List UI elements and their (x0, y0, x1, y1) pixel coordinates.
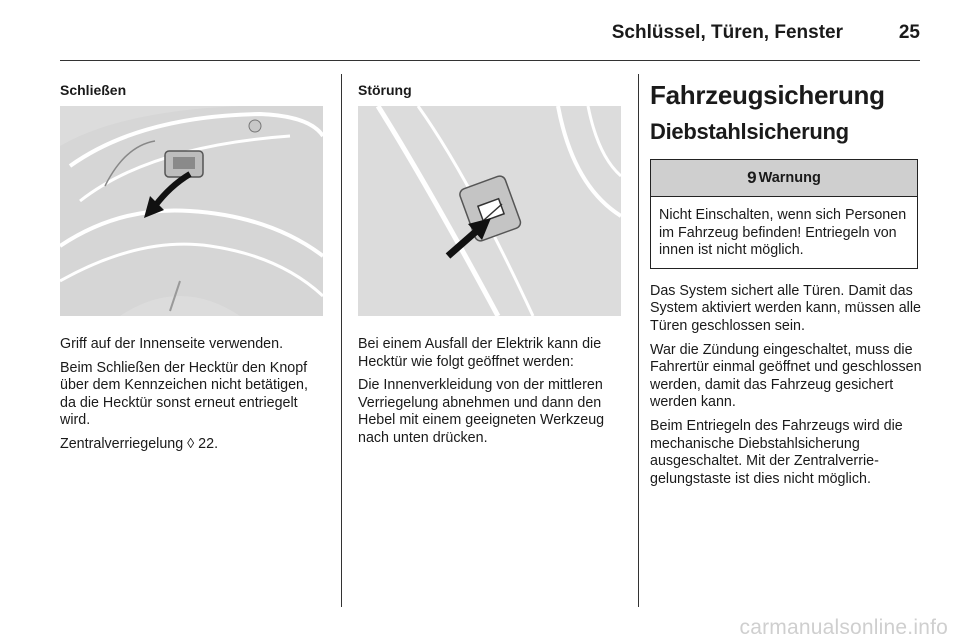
page-header-title: Schlüssel, Türen, Fenster (611, 22, 843, 43)
column-malfunction (358, 80, 624, 454)
page-number: 25 (898, 22, 920, 43)
warning-title: Warnung (758, 170, 821, 186)
heading-anti-theft: Diebstahlsicherung (650, 119, 849, 144)
header-rule (60, 60, 920, 61)
figure-tailgate-handle (60, 106, 323, 316)
heading-closing: Schließen (60, 82, 127, 98)
paragraph: Die Innenverkleidung von der mittleren Verriegelung abnehmen und dann den Hebel mit einem geeigneten Werkzeug nach unten drücken. (358, 377, 605, 446)
warning-triangle-icon: 9 (747, 168, 757, 187)
paragraph: Bei einem Ausfall der Elektrik kann die Hecktür wie folgt geöffnet werden: (358, 336, 602, 370)
warning-text: Nicht Einschalten, wenn sich Personen im Fahrzeug befinden! Entriegeln von innen ist nicht möglich. (659, 207, 907, 259)
heading-vehicle-security: Fahrzeugsicherung (650, 80, 885, 110)
figure-emergency-release (358, 106, 621, 316)
column-divider-2 (638, 74, 639, 607)
paragraph: Griff auf der Innenseite verwenden. (60, 336, 284, 352)
paragraph: Beim Entriegeln des Fahrzeugs wird die mechanische Diebstahlsicherung ausgeschaltet. Mit der Zentralverriegelungstaste ist dies nicht möglich. (650, 417, 903, 487)
column-vehicle-security (650, 80, 922, 494)
paragraph: Beim Schließen der Hecktür den Knopf über dem Kennzeichen nicht betätigen, da die Hecktür sonst erneut entriegelt wird. (60, 359, 308, 429)
column-divider-1 (341, 74, 342, 607)
warning-box (650, 159, 918, 269)
column-closing (60, 80, 326, 460)
paragraph: War die Zündung eingeschaltet, muss die Fahrertür einmal geöffnet und geschlossen werden, damit das Fahrzeug gesichert werden kann. (650, 341, 922, 411)
paragraph: Das System sichert alle Türen. Damit das System aktiviert werden kann, müssen alle Türen geschlossen sein. (650, 282, 921, 334)
paragraph: Zentralverriegelung ◊ 22. (60, 435, 219, 452)
watermark: carmanualsonline.info (739, 616, 948, 639)
heading-malfunction: Störung (358, 82, 412, 98)
warning-header (651, 160, 917, 197)
